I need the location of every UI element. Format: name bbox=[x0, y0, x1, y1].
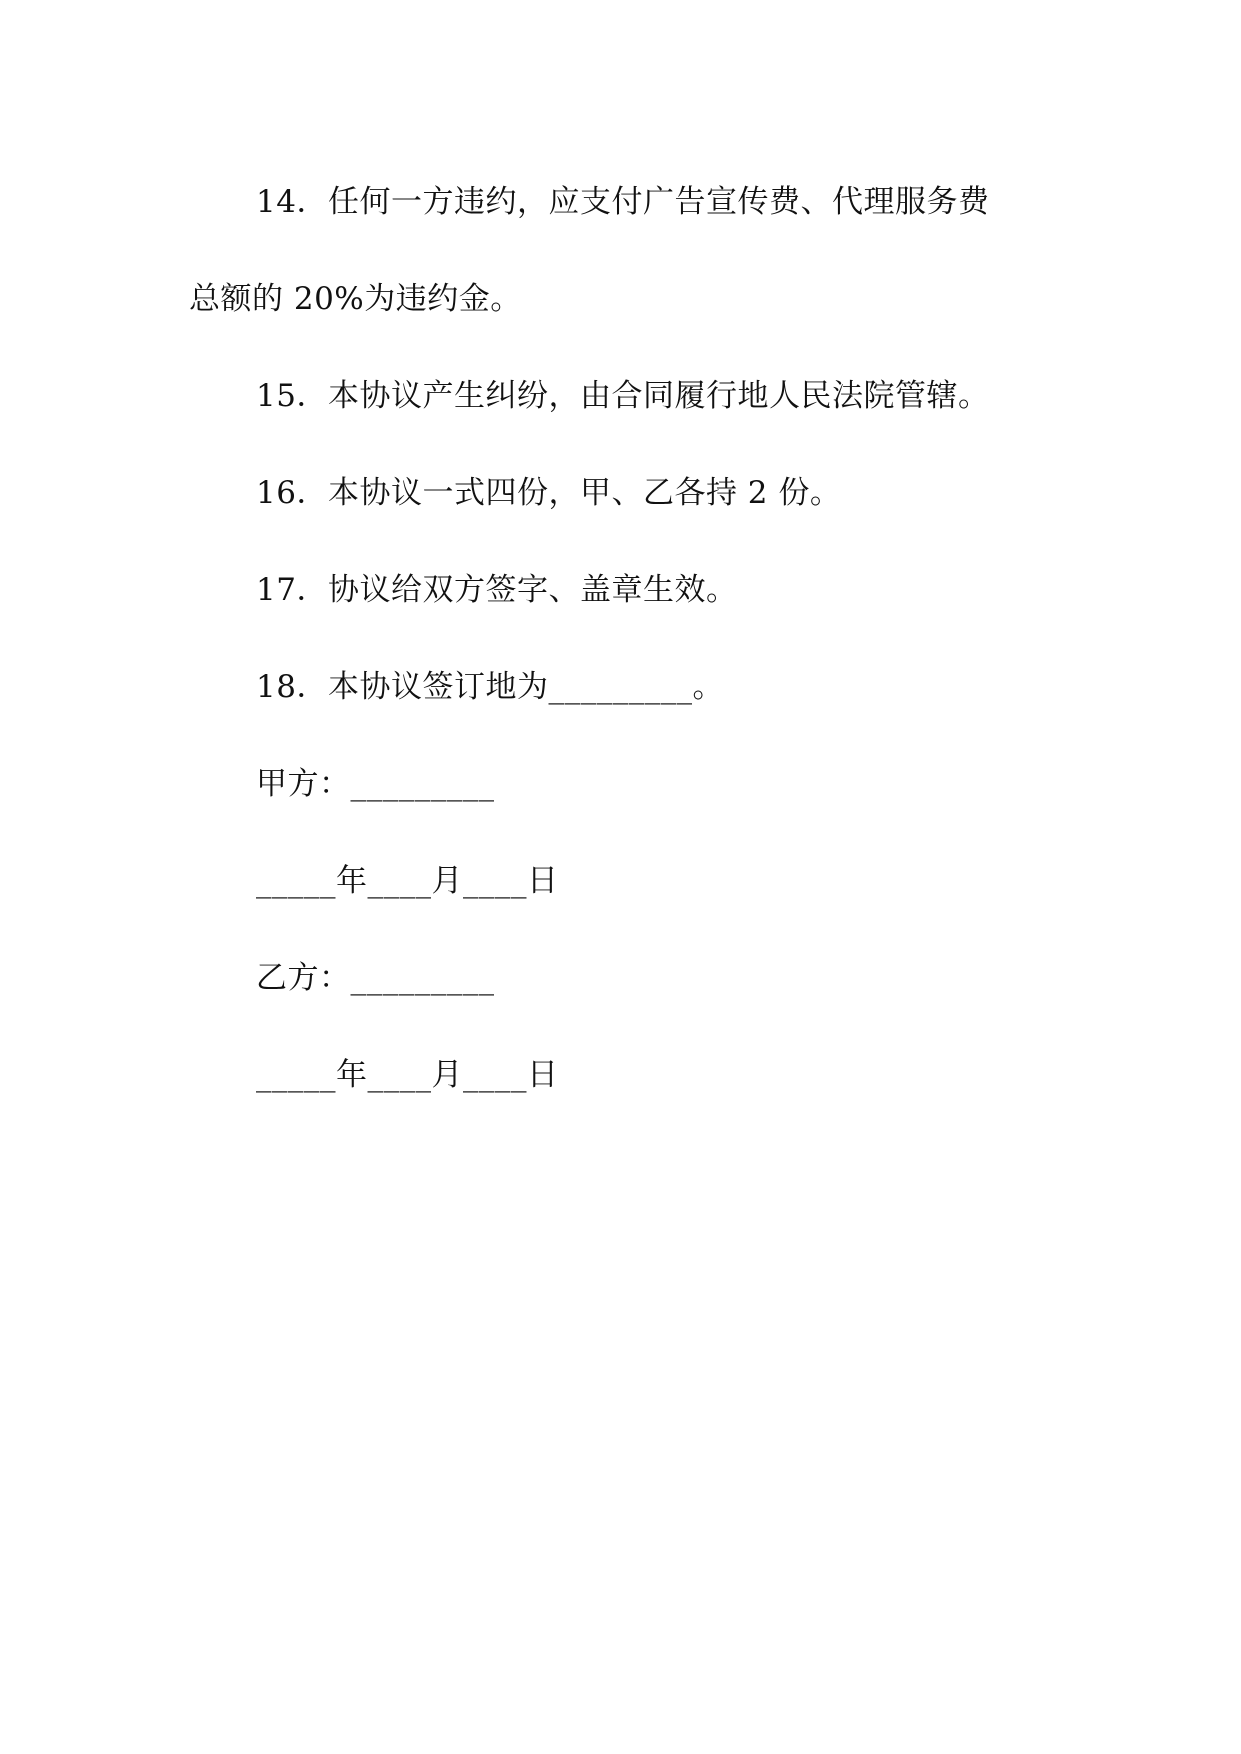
clause-17: 17．协议给双方签字、盖章生效。 bbox=[256, 572, 738, 608]
party-b-date-line: _____年____月____日 bbox=[256, 1057, 559, 1093]
clause-14-line-1: 14．任何一方违约，应支付广告宣传费、代理服务费 bbox=[256, 184, 990, 220]
clause-14-line-2: 总额的 20%为违约金。 bbox=[189, 281, 522, 317]
clause-16: 16．本协议一式四份，甲、乙各持 2 份。 bbox=[256, 475, 842, 511]
party-a-signature-line: 甲方：_________ bbox=[256, 766, 495, 802]
party-a-date-line: _____年____月____日 bbox=[256, 863, 559, 899]
clause-18: 18．本协议签订地为_________。 bbox=[256, 669, 724, 705]
party-b-signature-line: 乙方：_________ bbox=[256, 960, 495, 996]
clause-15: 15．本协议产生纠纷，由合同履行地人民法院管辖。 bbox=[256, 378, 990, 414]
